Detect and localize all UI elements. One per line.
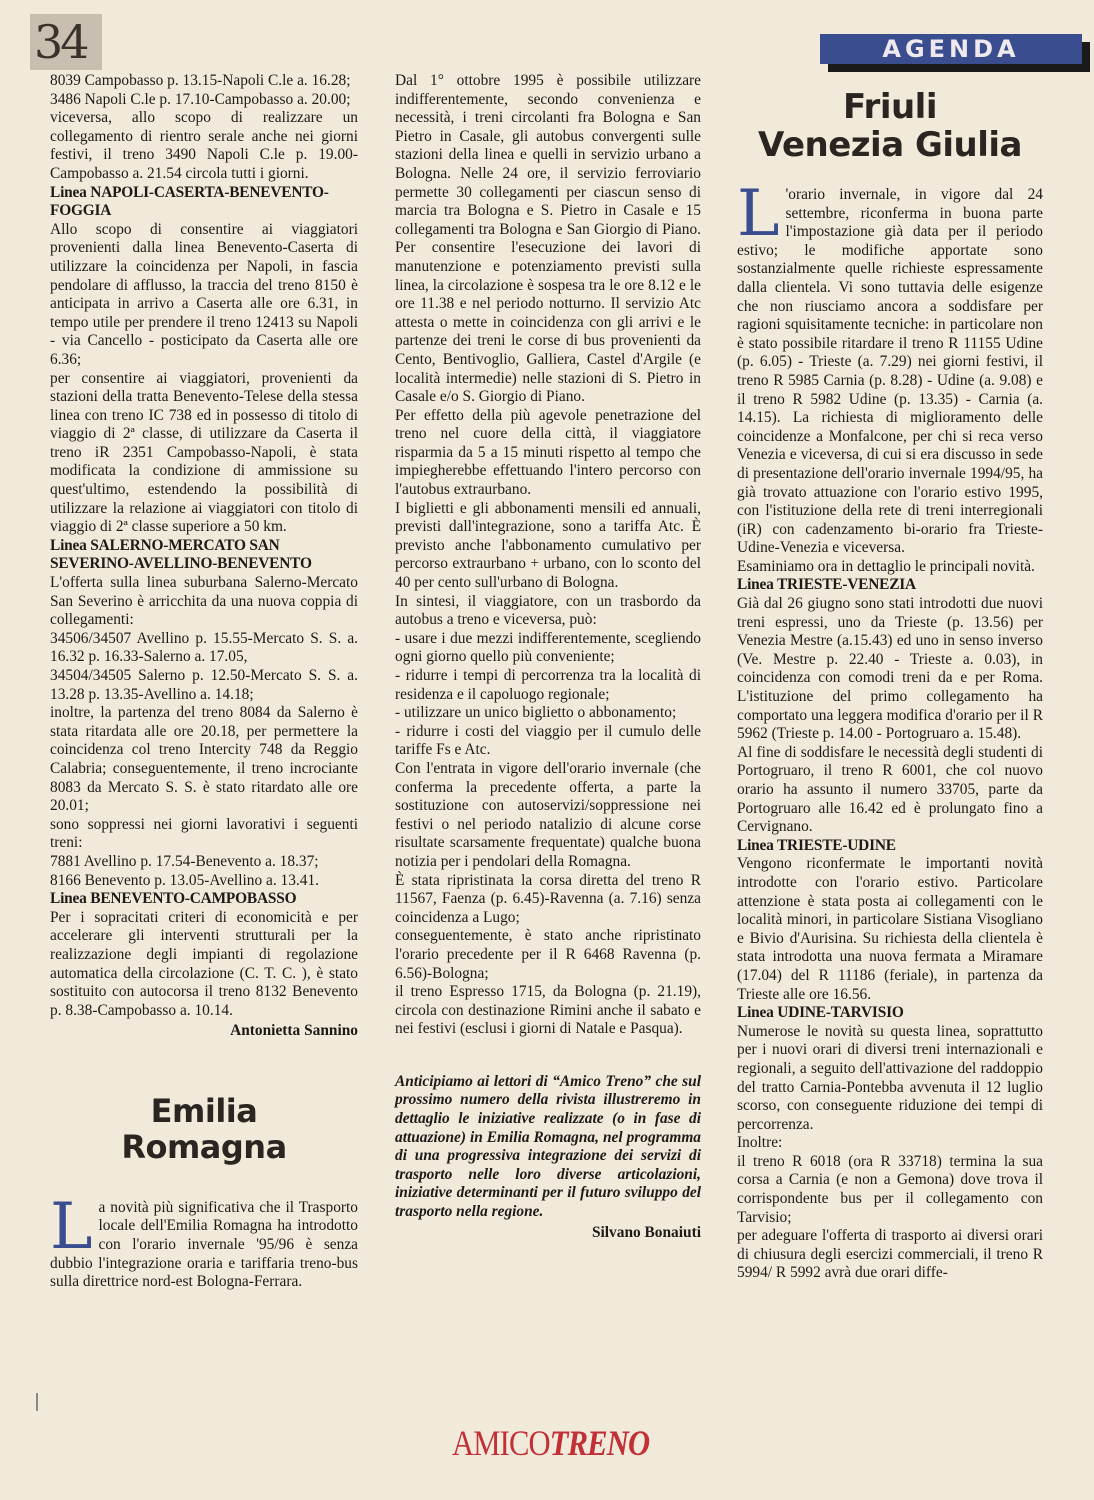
column-1	[50, 72, 358, 1292]
region-title-friuli	[737, 88, 1043, 164]
paragraph: - utilizzare un unico biglietto o abbonamento;	[395, 704, 677, 722]
paragraph: Vengono riconfermate le importanti novità introdotte con l'orario estivo. Particolare attenzione è stata posta ai collegamenti con le località minori, in particolare Sistiana Visogliano e Bivio d'Aurisina. Su richiesta della clientela è stata introdotta una nuova fermata a Miramare (17.04) del R 11186 (feriale), in partenza da Trieste alle ore 16.56.	[737, 855, 1043, 1003]
region-title-line: Friuli	[843, 87, 937, 127]
paragraph: Dal 1° ottobre 1995 è possibile utilizzare indifferentemente, secondo convenienza e necessità, i treni circolanti fra Bologna e San Pietro in Casale, gli autobus convergenti sulle stazioni della linea e quelli in servizio urbano a Bologna. Nelle 24 ore, il servizio ferroviario permette 30 collegamenti per ciascun senso di marcia tra Bologna e S. Pietro in Casale e 15 collegamenti tra Bologna e San Giorgio di Piano. Per consentire l'esecuzione dei lavori di manutenzione e potenziamento previsti sulla linea, la circolazione è sospesa tra le ore 8.12 e le ore 11.38 e nel periodo notturno. Il servizio Atc attesta o mette in coincidenza con gli arrivi e le partenze dei treni le corse di bus provenienti da Cento, Bentivoglio, Galliera, Castel d'Argile (e località intermedie) nelle stazioni di S. Pietro in Casale e/o S. Giorgio di Piano.	[395, 72, 701, 406]
paragraph: Numerose le novità su questa linea, soprattutto per i nuovi orari di diversi treni internazionali e regionali, a seguito dell'attivazione del raddoppio del tratto Carnia-Pontebba avvenuta il 12 luglio scorso, con conseguente riduzione dei tempi di percorrenza.	[737, 1022, 1043, 1133]
section-tag: AGENDA	[820, 34, 1082, 64]
page-number: 34	[30, 14, 102, 70]
paragraph: 34506/34507 Avellino p. 15.55-Mercato S. S. a. 16.32 p. 16.33-Salerno a. 17.05,	[50, 629, 358, 666]
section-heading: Linea TRIESTE-UDINE	[737, 836, 896, 854]
region-title-line: Venezia Giulia	[757, 125, 1023, 165]
intro-paragraph	[737, 177, 1043, 558]
paragraph: conseguentemente, è stato anche ripristinato l'orario precedente per il R 6468 Ravenna (p. 6.56)-Bologna;	[395, 927, 701, 982]
paragraph: 34504/34505 Salerno p. 12.50-Mercato S. S. a. 13.28 p. 13.35-Avellino a. 14.18;	[50, 667, 358, 703]
region-title-line: Emilia	[150, 1091, 258, 1130]
paragraph: il treno R 6018 (ora R 33718) termina la sua corsa a Carnia (e non a Gemona) dove trova il corrispondente bus per il collegamento con Tarvisio;	[737, 1152, 1043, 1226]
paragraph: 8039 Campobasso p. 13.15-Napoli C.le a. 16.28;	[50, 72, 351, 89]
paragraph: il treno Espresso 1715, da Bologna (p. 21.19), circola con destinazione Rimini anche il sabato e nei festivi (esclusi i giorni di Natale e Pasqua).	[395, 983, 701, 1038]
paragraph: Inoltre:	[737, 1134, 783, 1152]
logo-part: TRENO	[549, 1423, 650, 1463]
author-signature: Silvano Bonaiuti	[591, 1223, 701, 1241]
column-3	[737, 72, 1043, 1283]
paragraph: viceversa, allo scopo di realizzare un collegamento di rientro serale anche nei giorni festivi, il treno 3490 Napoli C.le p. 19.00-Campobasso a. 21.54 circola tutti i giorni.	[50, 109, 358, 182]
section-heading: Linea NAPOLI-CASERTA-BENEVENTO-FOGGIA	[50, 183, 329, 220]
paragraph: Al fine di soddisfare le necessità degli studenti di Portogruaro, il treno R 6001, che col nuovo orario ha assunto il numero 33705, parte da Portogruaro alle 16.42 ed è prolungato fino a Cervignano.	[737, 743, 1043, 836]
region-title-emilia-romagna	[50, 1093, 358, 1165]
paragraph: I biglietti e gli abbonamenti mensili ed annuali, previsti dall'integrazione, sono a tariffa Atc. È previsto anche l'abbonamento cumulativo per percorso extraurbano + urbano, con lo sconto del 40 per cento sull'urbano di Bologna.	[395, 499, 701, 592]
paragraph: 7881 Avellino p. 17.54-Benevento a. 18.37;	[50, 852, 319, 870]
logo-part: AMICO	[452, 1423, 550, 1463]
section-heading: Linea SALERNO-MERCATO SAN SEVERINO-AVELLINO-BENEVENTO	[50, 536, 312, 573]
column-marker	[36, 1393, 38, 1411]
paragraph: 3486 Napoli C.le p. 17.10-Campobasso a. 20.00;	[50, 90, 351, 108]
paragraph: - ridurre i costi del viaggio per il cumulo delle tariffe Fs e Atc.	[395, 722, 701, 759]
paragraph: Esaminiamo ora in dettaglio le principali novità.	[737, 557, 1035, 575]
section-heading: Linea BENEVENTO-CAMPOBASSO	[50, 890, 297, 908]
dropcap: L	[50, 1189, 93, 1264]
paragraph: - ridurre i tempi di percorrenza tra la località di residenza e il capoluogo regionale;	[395, 667, 701, 703]
paragraph: - usare i due mezzi indifferentemente, scegliendo ogni giorno quello più conveniente;	[395, 629, 701, 666]
paragraph: per consentire ai viaggiatori, provenienti da stazioni della tratta Benevento-Telese della stessa linea con treno IC 738 ed in possesso di titolo di viaggio di 2ª classe, di utilizzare da Caserta il treno iR 2351 Campobasso-Napoli, è stata modificata la condizione di ammissione su quest'ultimo, estendendo la possibilità di utilizzare la relazione ai viaggiatori con titolo di viaggio di 2ª classe superiore a 50 km.	[50, 369, 358, 536]
paragraph: In sintesi, il viaggiatore, con un trasbordo da autobus a treno e viceversa, può:	[395, 592, 701, 629]
paragraph: per adeguare l'offerta di trasporto ai diversi orari di chiusura degli esercizi commerciali, il treno R 5994/ R 5992 avrà due orari diffe-	[737, 1227, 1043, 1282]
magazine-logo	[452, 1422, 650, 1464]
paragraph: Per i sopracitati criteri di economicità e per accelerare gli interventi strutturali per la realizzazione degli impianti di regolazione automatica della circolazione (C. T. C. ), è stato sostituito con autocorsa il treno 8132 Benevento p. 8.38-Campobasso a. 10.14.	[50, 908, 358, 1019]
editor-note: Anticipiamo ai lettori di “Amico Treno” che sul prossimo numero della rivista illustreremo in dettaglio le iniziative realizzate (o in fase di attuazione) in Emilia Romagna, nel programma di una progressiva integrazione dei servizi di trasporto nelle loro diverse articolazioni, iniziative determinanti per il futuro sviluppo del trasporto nella regione.	[395, 1072, 701, 1221]
intro-text: a novità più significativa che il Trasporto locale dell'Emilia Romagna ha introdotto con l'orario invernale '95/96 è senza dubbio l'integrazione oraria e tariffaria treno-bus sulla direttrice nord-est Bologna-Ferrara.	[50, 1198, 358, 1291]
column-2	[395, 72, 701, 1242]
paragraph: Già dal 26 giugno sono stati introdotti due nuovi treni espressi, uno da Trieste (p. 13.56) per Venezia Mestre (a.15.43) ed uno in senso inverso (Ve. Mestre p. 22.40 - Trieste a. 0.03), in coincidenza con comodi treni da e per Roma. L'istituzione del primo collegamento ha comportato una leggera modifica d'orario per il R 5962 (Trieste p. 14.00 - Portogruaro a. 15.48).	[737, 595, 1043, 743]
intro-paragraph	[50, 1189, 358, 1292]
author-signature: Antonietta Sannino	[230, 1022, 358, 1040]
section-heading: Linea UDINE-TARVISIO	[737, 1004, 904, 1022]
paragraph: L'offerta sulla linea suburbana Salerno-Mercato San Severino è arricchita da una nuova coppia di collegamenti:	[50, 574, 358, 629]
paragraph: sono soppressi nei giorni lavorativi i seguenti treni:	[50, 815, 358, 852]
paragraph: 8166 Benevento p. 13.05-Avellino a. 13.41.	[50, 871, 320, 889]
dropcap: L	[737, 177, 780, 251]
paragraph: inoltre, la partenza del treno 8084 da Salerno è stata ritardata alle ore 20.18, per permettere la coincidenza col treno Intercity 748 da Reggio Calabria; conseguentemente, il treno incrociante 8083 da Mercato S. S. è stato ritardato alle ore 20.01;	[50, 704, 358, 815]
paragraph: Allo scopo di consentire ai viaggiatori provenienti dalla linea Benevento-Caserta di utilizzare la coincidenza per Napoli, in fascia pendolare di afflusso, la traccia del treno 8150 è anticipata in arrivo a Caserta alle ore 6.31, in tempo utile per prendere il treno 12413 su Napoli - via Cancello - posticipato da Caserta alle ore 6.36;	[50, 220, 358, 368]
paragraph: Con l'entrata in vigore dell'orario invernale (che conferma la precedente offerta, a parte la sostituzione con autoservizi/soppressione nei festivi o nel periodo natalizio di alcune corse risultate scarsamente frequentate) qualche buona notizia per i pendolari della Romagna.	[395, 759, 701, 870]
paragraph: Per effetto della più agevole penetrazione del treno nel cuore della città, il viaggiatore risparmia da 5 a 15 minuti rispetto al tempo che impiegherebbe effettuando l'intero percorso con l'autobus extraurbano.	[395, 406, 701, 499]
region-title-line: Romagna	[121, 1127, 287, 1166]
intro-text: 'orario invernale, in vigore dal 24 settembre, riconferma in buona parte l'impostazione già data per il periodo estivo; le modifiche apportate sono sostanzialmente quelle richieste espressamente dalla clientela. Vi sono tuttavia delle esigenze che non riusciamo ancora a soddisfare per ragioni squisitamente tecniche: in particolare non è stato possibile ritardare il treno R 11155 Udine (p. 6.05) - Trieste (a. 7.29) nei giorni festivi, il treno R 5985 Carnia (p. 8.28) - Udine (a. 9.08) e il treno R 5982 Udine (p. 13.35) - Carnia (a. 14.15). La richiesta di miglioramento delle coincidenze a Monfalcone, per chi si reca verso Venezia e viceversa, di cui si era discusso in sede di presentazione dell'orario invernale 1994/95, ha già trovato attuazione con l'orario estivo 1995, con l'istituzione della rete di treni interregionali (iR) con cadenzamento bi-orario fra Trieste-Udine-Venezia e viceversa.	[737, 186, 1043, 557]
section-heading: Linea TRIESTE-VENEZIA	[737, 576, 916, 594]
paragraph: È stata ripristinata la corsa diretta del treno R 11567, Faenza (p. 6.45)-Ravenna (a. 7.16) senza coincidenza a Lugo;	[395, 871, 701, 926]
